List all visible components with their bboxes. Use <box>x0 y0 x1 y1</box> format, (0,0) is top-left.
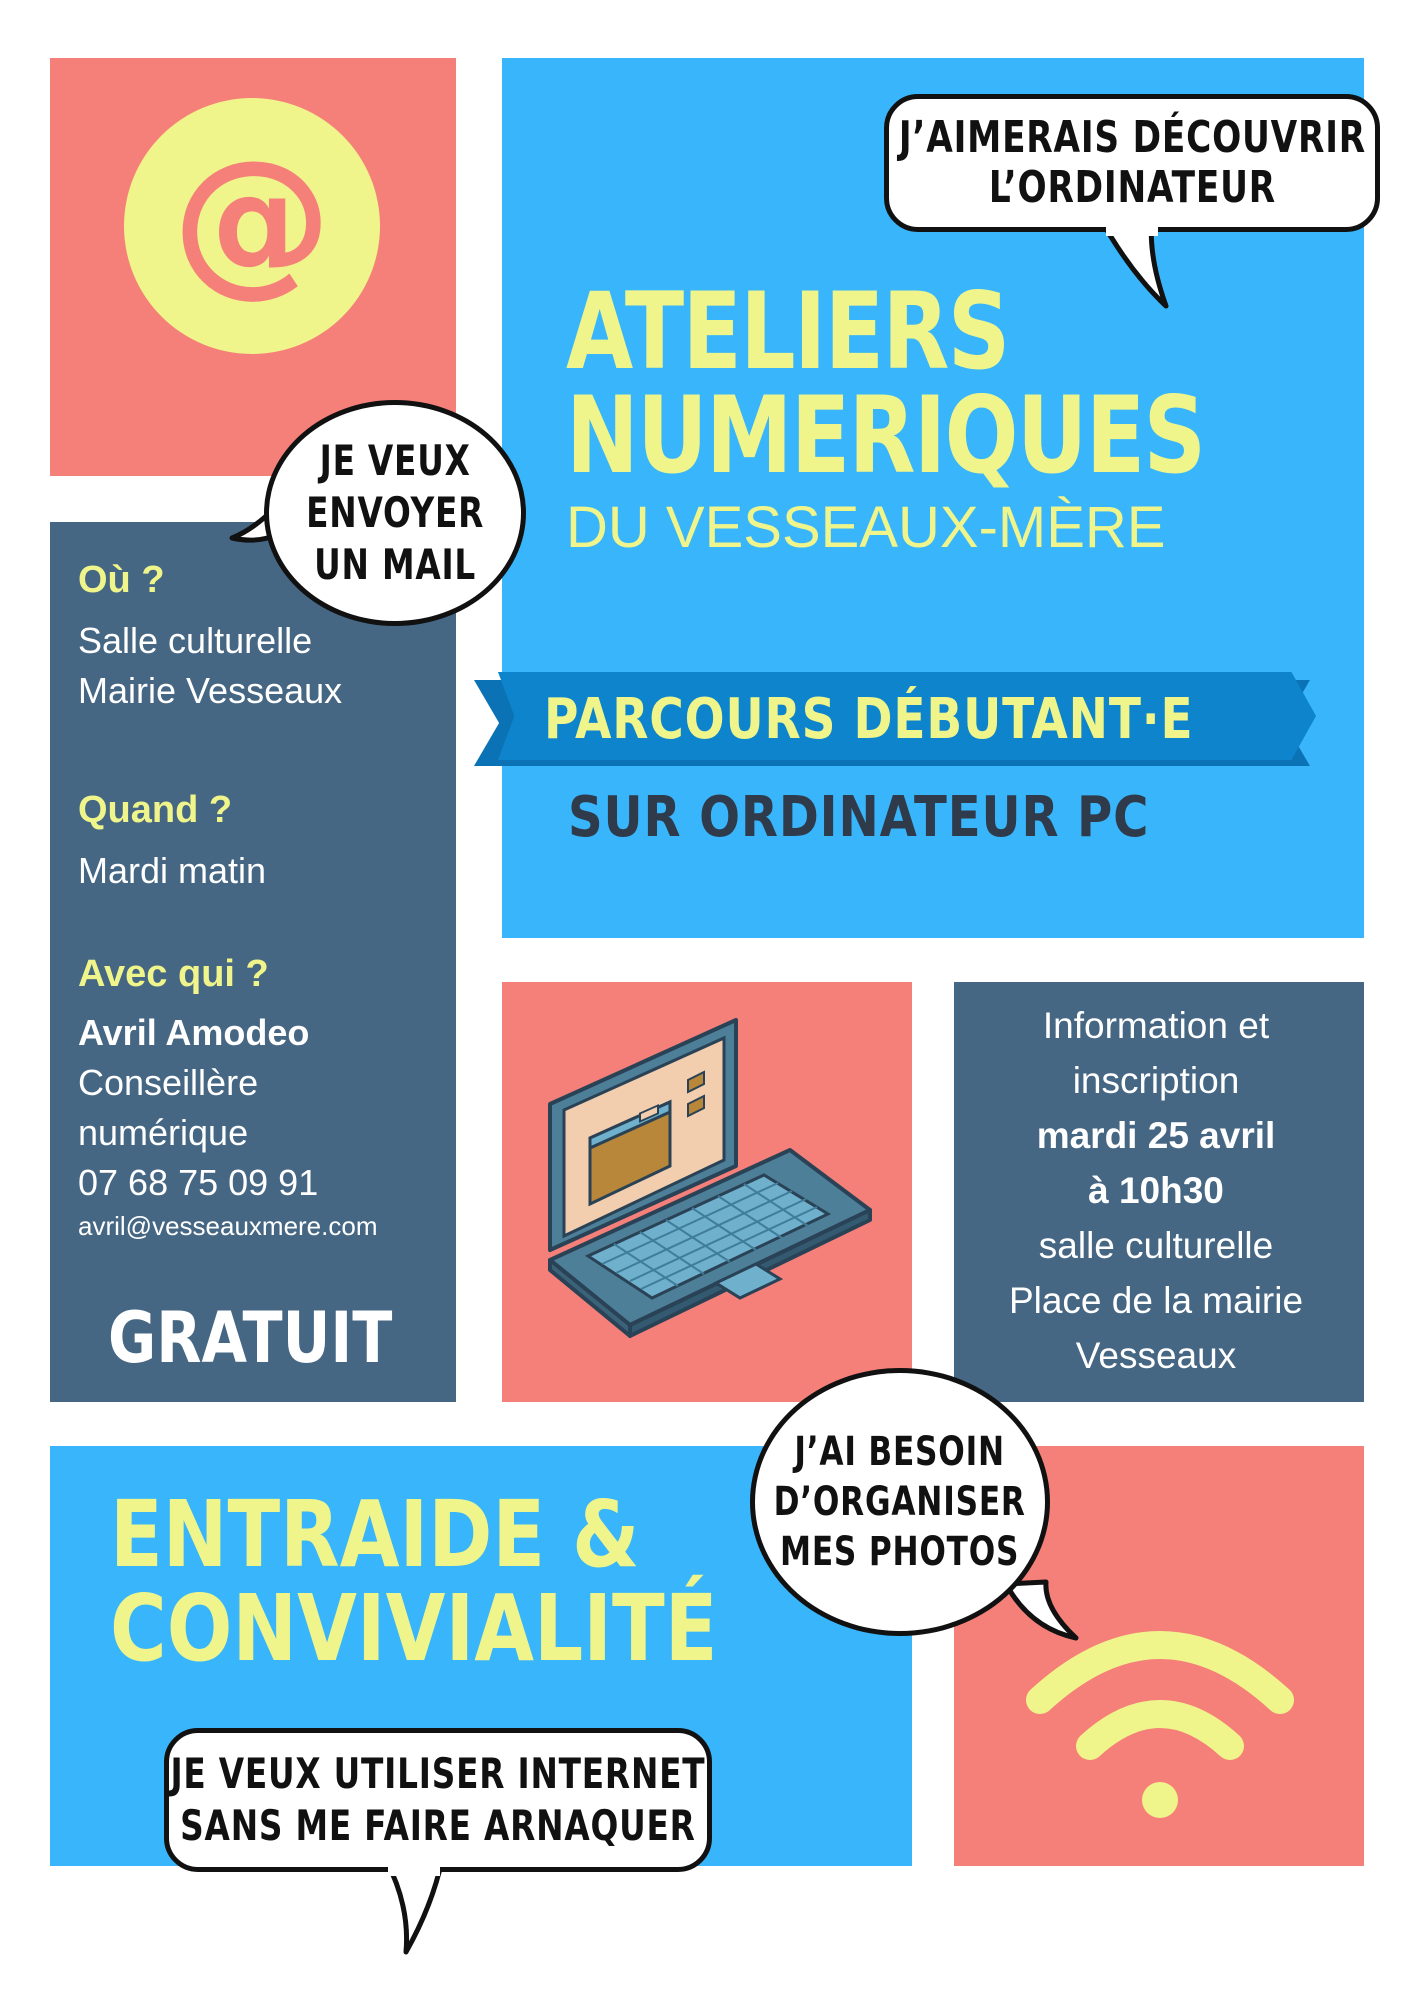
headline-line-2: CONVIVIALITÉ <box>110 1575 718 1682</box>
registration-place-1: salle culturelle <box>1038 1225 1274 1266</box>
page-title <box>566 270 1205 497</box>
speech-bubble-internet <box>164 1728 712 1872</box>
bubble-internet-line-2: SANS ME FAIRE ARNAQUER <box>180 1801 696 1850</box>
contact-phone: 07 68 75 09 91 <box>78 1162 319 1203</box>
where-line-2: Mairie Vesseaux <box>78 670 343 711</box>
platform-text: SUR ORDINATEUR PC <box>568 785 1150 850</box>
bubble-photos-line-3: MES PHOTOS <box>780 1529 1020 1575</box>
where-label: Où ? <box>78 559 165 601</box>
ribbon-text: PARCOURS DÉBUTANT·E <box>544 687 1194 752</box>
registration-place-2: Place de la mairie <box>1008 1280 1304 1321</box>
registration-date: mardi 25 avril <box>1036 1115 1276 1156</box>
bubble-photos-line-1: J’AI BESOIN <box>794 1429 1006 1475</box>
headline-line-1: ENTRAIDE & <box>110 1481 640 1588</box>
svg-text:@: @ <box>172 125 332 312</box>
title-line-2: NUMERIQUES <box>566 374 1205 497</box>
registration-line-2: inscription <box>1072 1060 1240 1101</box>
bubble-tail-cover-computer <box>1106 222 1158 236</box>
who-label: Avec qui ? <box>78 953 269 995</box>
when-label: Quand ? <box>78 789 233 831</box>
laptop-icon <box>540 1000 880 1360</box>
bubble-mail-line-3: UN MAIL <box>314 540 476 589</box>
speech-bubble-photos <box>750 1368 1050 1636</box>
bubble-mail-line-1: JE VEUX <box>319 436 471 485</box>
bubble-computer-line-2: L’ORDINATEUR <box>988 162 1276 213</box>
title-line-1: ATELIERS <box>566 270 1009 393</box>
speech-bubble-computer <box>884 94 1380 232</box>
bubble-computer-line-1: J’AIMERAIS DÉCOUVRIR <box>898 112 1366 163</box>
contact-email: avril@vesseauxmere.com <box>78 1211 378 1241</box>
page-subtitle: DU VESSEAUX-MÈRE <box>566 495 1166 560</box>
info-when <box>78 788 266 896</box>
registration-place-3: Vesseaux <box>1075 1335 1237 1376</box>
bubble-mail-line-2: ENVOYER <box>305 488 485 537</box>
who-role-line-2: numérique <box>78 1112 249 1153</box>
who-name: Avril Amodeo <box>78 1012 310 1053</box>
registration-info <box>952 998 1360 1383</box>
where-line-1: Salle culturelle <box>78 620 313 661</box>
bubble-internet-line-1: JE VEUX UTILISER INTERNET <box>170 1749 706 1798</box>
info-where <box>78 558 342 716</box>
price-label: GRATUIT <box>108 1297 393 1379</box>
at-sign-icon <box>122 96 382 356</box>
registration-line-1: Information et <box>1042 1005 1270 1046</box>
convivialite-headline <box>110 1481 782 1682</box>
registration-time: à 10h30 <box>1088 1170 1224 1211</box>
when-value: Mardi matin <box>78 850 267 891</box>
who-role-line-1: Conseillère <box>78 1062 259 1103</box>
bubble-photos-line-2: D’ORGANISER <box>773 1479 1027 1525</box>
info-who <box>78 952 377 1244</box>
bubble-tail-cover-internet <box>388 1862 440 1876</box>
